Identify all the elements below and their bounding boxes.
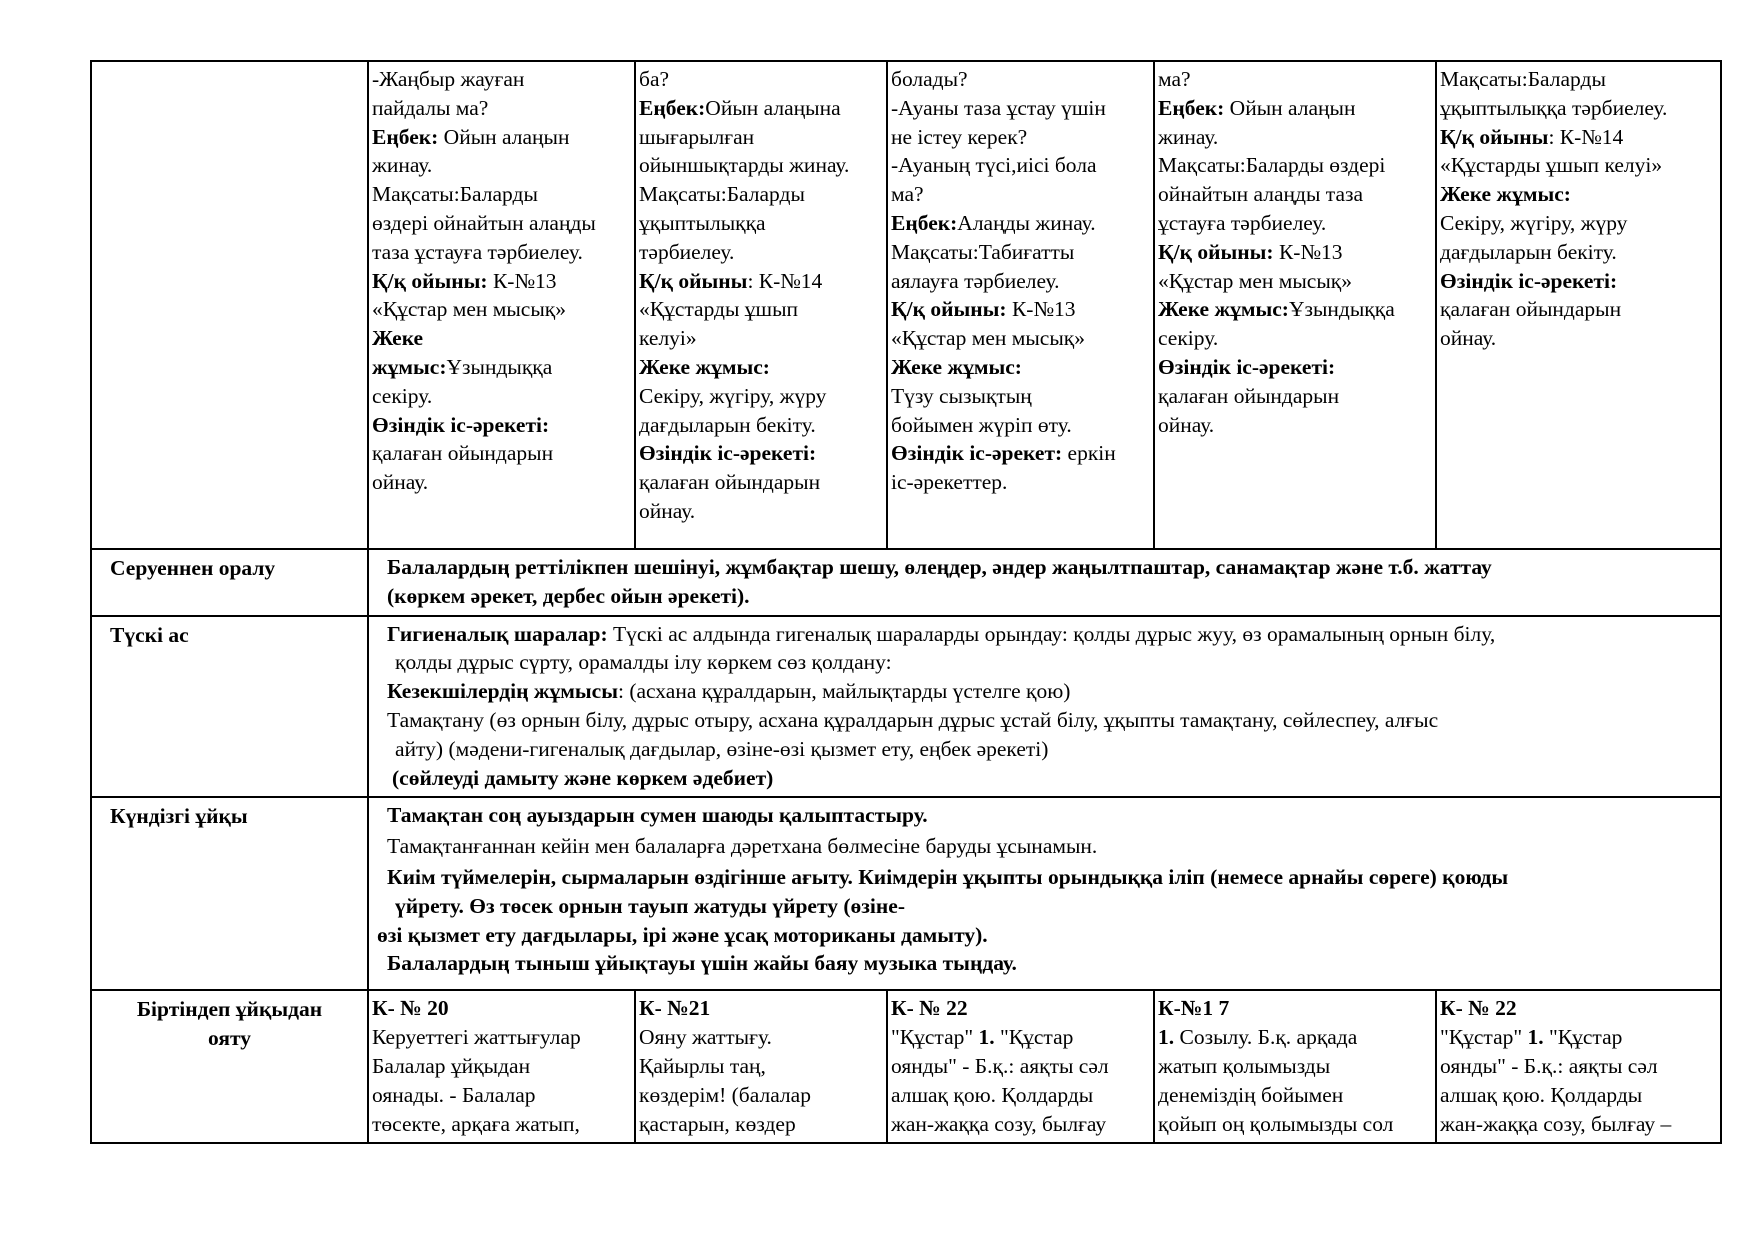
cell-line <box>891 1052 1150 1081</box>
cell-line-text: «Құстарды ұшып <box>639 297 799 322</box>
cell-line <box>891 439 1150 468</box>
cell-line-text: ойыншықтарды жинау. <box>639 153 850 178</box>
cell-line-text: қалаған ойындарын <box>372 441 554 466</box>
cell-line <box>891 123 1150 152</box>
cell-line <box>639 1081 883 1110</box>
cell-line <box>1158 1052 1432 1081</box>
cell-line <box>372 994 631 1023</box>
cell-line-text: жатып қолымызды <box>1158 1053 1331 1078</box>
daily-schedule-table <box>90 60 1722 1144</box>
hygiene-text-line2: қолды дұрыс сүрту, орамалды ілу көркем сөз қолдану: <box>395 650 892 675</box>
lunch-row <box>91 616 1721 798</box>
cell-line-text: не істеу керек? <box>891 124 1028 149</box>
lunch-row-label: Түскі ас <box>91 616 368 798</box>
wake-row <box>91 990 1721 1143</box>
cell-line-text: ұстауға тәрбиелеу. <box>1158 210 1327 235</box>
cell-line-heading: К- № 20 <box>372 996 449 1021</box>
cell-line <box>639 497 883 526</box>
cell-line <box>891 468 1150 497</box>
cell-line <box>639 238 883 267</box>
cell-line-text: Балалар ұйқыдан <box>372 1053 531 1078</box>
cell-line-text: аялауға тәрбиелеу. <box>891 268 1060 293</box>
cell-line <box>639 1023 883 1052</box>
cell-line <box>639 1110 883 1139</box>
cell-line-text: Ояну жаттығу. <box>639 1025 772 1050</box>
sleep-text-line6: Балалардың тыныш ұйықтауы үшін жайы баяу музыка тыңдау. <box>387 951 1017 976</box>
cell-line-heading: Қ/қ ойыны <box>639 268 748 293</box>
cell-line <box>372 180 631 209</box>
cell-line-text: К-№13 <box>487 268 557 293</box>
cell-line-text: төсекте, арқаға жатып, <box>372 1111 580 1136</box>
wake-row-label <box>91 990 368 1143</box>
cell-line <box>891 238 1150 267</box>
cell-line-text: -Ауаның түсі,иісі бола <box>891 153 1097 178</box>
sleep-text-line1: Тамақтан соң ауыздарын сумен шаюды қалыптастыру. <box>387 803 928 828</box>
cell-line <box>1158 353 1432 382</box>
cell-line <box>639 353 883 382</box>
walk-row-label <box>91 61 368 549</box>
duty-text: : (асхана құралдарын, майлықтарды үстелге қою) <box>618 679 1071 704</box>
cell-line <box>639 382 883 411</box>
cell-line <box>372 439 631 468</box>
sleep-text-line2: Тамақтанғаннан кейін мен балаларға дәретхана бөлмесіне баруды ұсынамын. <box>387 834 1098 859</box>
speech-development-note: (сөйлеуді дамыту және көркем әдебиет) <box>392 765 774 790</box>
cell-line <box>639 180 883 209</box>
cell-line <box>1440 94 1717 123</box>
cell-line-text: ойнайтын алаңды таза <box>1158 182 1364 207</box>
return-row-label: Серуеннен оралу <box>91 549 368 616</box>
cell-line <box>1158 411 1432 440</box>
cell-line <box>639 123 883 152</box>
cell-line <box>639 267 883 296</box>
cell-line <box>639 65 883 94</box>
cell-line-text: «Құстар мен мысық» <box>891 326 1085 351</box>
cell-line-text: шығарылған <box>639 124 755 149</box>
cell-line <box>372 123 631 152</box>
wake-cell-day4 <box>1154 990 1436 1143</box>
cell-line-heading: Өзіндік іс-әрекеті: <box>1158 354 1336 379</box>
cell-line-heading: Жеке жұмыс: <box>639 354 770 379</box>
sleep-row-label: Күндізгі ұйқы <box>91 797 368 990</box>
cell-line-text: жан-жаққа созу, былғау <box>891 1111 1107 1136</box>
cell-line <box>891 267 1150 296</box>
cell-line-heading: К- № 22 <box>891 996 968 1021</box>
cell-line-text: келуі» <box>639 326 697 351</box>
walk-cell-day2 <box>635 61 887 549</box>
cell-line-text: ойнау. <box>639 498 696 523</box>
cell-line-text: Секіру, жүгіру, жүру <box>639 383 827 408</box>
cell-line <box>639 411 883 440</box>
cell-line <box>372 94 631 123</box>
cell-line <box>1440 209 1717 238</box>
cell-line-text: К-№13 <box>1006 297 1076 322</box>
cell-line <box>639 1052 883 1081</box>
cell-line-text: Ойын алаңын <box>438 124 570 149</box>
cell-line <box>1158 994 1432 1023</box>
cell-line <box>1158 151 1432 180</box>
cell-line-text: секіру. <box>1158 326 1219 351</box>
cell-line-heading: Қ/қ ойыны <box>1440 124 1549 149</box>
cell-line-text: секіру. <box>372 383 433 408</box>
cell-line <box>891 65 1150 94</box>
cell-line-heading: 1. <box>1527 1025 1544 1050</box>
walk-cell-day3 <box>887 61 1154 549</box>
cell-line-heading: Өзіндік іс-әрекеті: <box>639 441 817 466</box>
cell-line-text: таза ұстауға тәрбиелеу. <box>372 239 583 264</box>
cell-line-heading: Жеке жұмыс: <box>1440 182 1571 207</box>
cell-line <box>372 1110 631 1139</box>
cell-line-heading: Жеке <box>372 326 424 351</box>
cell-line-heading: Өзіндік іс-әрекеті: <box>1440 268 1618 293</box>
wake-cell-day3 <box>887 990 1154 1143</box>
cell-line <box>1440 994 1717 1023</box>
cell-line <box>1440 1052 1717 1081</box>
wake-cell-day5 <box>1436 990 1721 1143</box>
cell-line <box>639 994 883 1023</box>
eating-text-line1: Тамақтану (өз орнын білу, дұрыс отыру, асхана құралдарын дұрыс ұстай білу, ұқыпты тамақтану, сөйлеспеу, алғыс <box>387 707 1439 732</box>
cell-line <box>891 382 1150 411</box>
cell-line-heading: 1. <box>1158 1025 1175 1050</box>
cell-line <box>1158 1023 1432 1052</box>
cell-line <box>372 468 631 497</box>
cell-line-text: жинау. <box>372 153 433 178</box>
cell-line-text: қалаған ойындарын <box>1440 297 1622 322</box>
cell-line <box>1158 65 1432 94</box>
cell-line-text: Мақсаты:Баларды <box>1440 67 1606 91</box>
cell-line-text: ұқыптылыққа тәрбиелеу. <box>1440 95 1668 120</box>
cell-line <box>639 151 883 180</box>
cell-line <box>1158 123 1432 152</box>
cell-line-text: Ұзындыққа <box>446 354 553 379</box>
cell-line-text: Керуеттегі жаттығулар <box>372 1025 581 1050</box>
hygiene-paragraph <box>387 620 1710 649</box>
return-text-line1: Балалардың реттілікпен шешінуі, жұмбақтар шешу, өлеңдер, әндер жаңылтпаштар, санамақтар және т.б. жаттау <box>387 555 1492 579</box>
walk-row <box>91 61 1721 549</box>
cell-line <box>1440 1081 1717 1110</box>
cell-line-text: Мақсаты:Табиғатты <box>891 239 1075 264</box>
cell-line-text: көздерім! (балалар <box>639 1082 811 1107</box>
cell-line-text: Түзу сызықтың <box>891 383 1032 408</box>
cell-line-text: Ұзындыққа <box>1288 297 1395 322</box>
cell-line <box>1158 295 1432 324</box>
sleep-text-line5: өзі қызмет ету дағдылары, ірі және ұсақ моториканы дамыту). <box>377 922 988 947</box>
cell-line <box>891 1110 1150 1139</box>
cell-line <box>891 180 1150 209</box>
cell-line-text: Мақсаты:Баларды <box>372 182 538 207</box>
duty-heading: Кезекшілердің жұмысы <box>387 679 618 704</box>
cell-line-text: ұқыптылыққа <box>639 210 766 235</box>
sleep-text-line4: үйрету. Өз төсек орнын тауып жатуды үйрету (өзіне- <box>395 893 905 918</box>
cell-line <box>891 994 1150 1023</box>
cell-line <box>639 439 883 468</box>
cell-line-text: тәрбиелеу. <box>639 239 735 264</box>
cell-line-heading: Қ/қ ойыны: <box>891 297 1007 322</box>
cell-line <box>372 382 631 411</box>
cell-line-text: Қайырлы таң, <box>639 1053 766 1078</box>
cell-line-heading: Жеке жұмыс: <box>1158 297 1289 322</box>
cell-line <box>639 295 883 324</box>
cell-line-text: Алаңды жинау. <box>957 210 1096 235</box>
cell-line-text: -Ауаны таза ұстау үшін <box>891 95 1106 120</box>
cell-line-text: : К-№14 <box>747 268 823 293</box>
cell-line <box>372 267 631 296</box>
cell-line-text: қойып оң қолымызды сол <box>1158 1111 1394 1136</box>
cell-line <box>1158 180 1432 209</box>
cell-line <box>1440 238 1717 267</box>
cell-line-text: денеміздің бойымен <box>1158 1082 1344 1107</box>
cell-line-heading: К- № 22 <box>1440 996 1517 1021</box>
wake-label-line1: Біртіндеп ұйқыдан <box>136 997 323 1022</box>
duty-paragraph <box>387 677 1710 706</box>
cell-line-text: "Құстар" <box>891 1025 979 1050</box>
cell-line-text: ойнау. <box>1158 412 1215 437</box>
cell-line <box>372 353 631 382</box>
cell-line-text: Мақсаты:Баларды өздері <box>1158 153 1386 178</box>
cell-line <box>1440 123 1717 152</box>
cell-line-text: К-№13 <box>1273 239 1343 264</box>
cell-line <box>372 324 631 353</box>
cell-line <box>1158 238 1432 267</box>
cell-line <box>891 411 1150 440</box>
cell-line-text: "Құстар" <box>1440 1025 1528 1050</box>
cell-line-text: қастарын, көздер <box>639 1111 796 1136</box>
return-text-line2: (көркем әрекет, дербес ойын әрекеті). <box>387 583 750 608</box>
cell-line-text: ойнау. <box>372 470 429 495</box>
cell-line-text: Мақсаты:Баларды <box>639 182 805 207</box>
return-row <box>91 549 1721 616</box>
cell-line <box>1158 209 1432 238</box>
cell-line-text: Ойын алаңына <box>705 95 841 120</box>
cell-line <box>372 238 631 267</box>
cell-line-text: дағдыларын бекіту. <box>1440 239 1617 264</box>
cell-line-heading: Өзіндік іс-әрекет: <box>891 441 1063 466</box>
cell-line-heading: К-№1 7 <box>1158 996 1230 1021</box>
cell-line <box>1440 65 1717 94</box>
wake-cell-day1 <box>368 990 635 1143</box>
cell-line <box>372 1081 631 1110</box>
cell-line-text: ма? <box>891 182 924 207</box>
cell-line-text: "Құстар <box>994 1025 1074 1050</box>
cell-line <box>891 1023 1150 1052</box>
cell-line-text: ба? <box>639 67 670 91</box>
cell-line <box>639 209 883 238</box>
cell-line <box>639 468 883 497</box>
cell-line <box>372 151 631 180</box>
cell-line-heading: Еңбек: <box>1158 95 1225 120</box>
cell-line-heading: Еңбек: <box>891 210 958 235</box>
cell-line <box>891 151 1150 180</box>
cell-line-heading: жұмыс: <box>372 354 447 379</box>
hygiene-text: Түскі ас алдында гигеналық шараларды орындау: қолды дұрыс жуу, өз орамалының орнын білу, <box>607 621 1496 646</box>
walk-cell-day5 <box>1436 61 1721 549</box>
cell-line <box>891 94 1150 123</box>
cell-line <box>372 411 631 440</box>
cell-line <box>1158 1081 1432 1110</box>
hygiene-heading: Гигиеналық шаралар: <box>387 621 608 646</box>
cell-line <box>372 209 631 238</box>
cell-line <box>1440 324 1717 353</box>
schedule-page <box>90 60 1720 1144</box>
cell-line-text: ма? <box>1158 67 1191 91</box>
cell-line <box>1158 1110 1432 1139</box>
cell-line <box>1158 382 1432 411</box>
cell-line-text: жинау. <box>1158 124 1219 149</box>
cell-line <box>1440 267 1717 296</box>
cell-line-text: «Құстарды ұшып келуі» <box>1440 153 1663 178</box>
cell-line-text: «Құстар мен мысық» <box>1158 268 1352 293</box>
cell-line-text: өздері ойнайтын алаңды <box>372 210 596 235</box>
cell-line <box>1158 94 1432 123</box>
cell-line-text: қалаған ойындарын <box>1158 383 1340 408</box>
sleep-row <box>91 797 1721 990</box>
cell-line <box>639 94 883 123</box>
cell-line <box>1440 151 1717 180</box>
eating-text-line2: айту) (мәдени-гигеналық дағдылар, өзіне-өзі қызмет ету, еңбек әрекеті) <box>395 736 1049 761</box>
cell-line <box>891 324 1150 353</box>
sleep-row-content <box>368 797 1721 990</box>
cell-line-text: дағдыларын бекіту. <box>639 412 816 437</box>
cell-line <box>1440 1110 1717 1139</box>
cell-line-text: -Жаңбыр жауған <box>372 67 525 91</box>
cell-line-heading: Еңбек: <box>639 95 706 120</box>
cell-line <box>891 295 1150 324</box>
cell-line <box>891 353 1150 382</box>
cell-line-text: пайдалы ма? <box>372 95 489 120</box>
cell-line-heading: 1. <box>978 1025 995 1050</box>
sleep-text-line3: Киім түймелерін, сырмаларын өздігінше ағыту. Киімдерін ұқыпты орындыққа іліп (немесе арнайы сөреге) қоюды <box>387 864 1509 889</box>
cell-line <box>1440 295 1717 324</box>
cell-line-heading: Қ/қ ойыны: <box>372 268 488 293</box>
cell-line <box>1158 324 1432 353</box>
cell-line-text: оянды" - Б.қ.: аяқты сәл <box>1440 1053 1658 1078</box>
cell-line-text: іс-әрекеттер. <box>891 470 1008 495</box>
cell-line-text: алшақ қою. Қолдарды <box>1440 1082 1643 1107</box>
cell-line <box>639 324 883 353</box>
cell-line <box>372 1052 631 1081</box>
cell-line-text: : К-№14 <box>1548 124 1624 149</box>
cell-line-heading: Жеке жұмыс: <box>891 354 1022 379</box>
cell-line-text: Ойын алаңын <box>1224 95 1356 120</box>
cell-line <box>372 65 631 94</box>
cell-line-text: жан-жаққа созу, былғау – <box>1440 1111 1672 1136</box>
cell-line <box>1440 1023 1717 1052</box>
cell-line-text: қалаған ойындарын <box>639 470 821 495</box>
cell-line <box>891 209 1150 238</box>
cell-line-heading: Еңбек: <box>372 124 439 149</box>
cell-line <box>1440 180 1717 209</box>
cell-line-text: "Құстар <box>1543 1025 1623 1050</box>
cell-line-text: «Құстар мен мысық» <box>372 297 566 322</box>
cell-line <box>372 1023 631 1052</box>
cell-line-text: бойымен жүріп өту. <box>891 412 1072 437</box>
cell-line-text: ойнау. <box>1440 326 1497 351</box>
walk-cell-day4 <box>1154 61 1436 549</box>
wake-label-line2: ояту <box>208 1026 251 1051</box>
cell-line-heading: К- №21 <box>639 996 711 1021</box>
cell-line <box>891 1081 1150 1110</box>
cell-line-text: оянды" - Б.қ.: аяқты сәл <box>891 1053 1109 1078</box>
cell-line-heading: Өзіндік іс-әрекеті: <box>372 412 550 437</box>
cell-line-text: алшақ қою. Қолдарды <box>891 1082 1094 1107</box>
cell-line-heading: Қ/қ ойыны: <box>1158 239 1274 264</box>
return-row-content <box>368 549 1721 616</box>
lunch-row-content <box>368 616 1721 798</box>
cell-line-text: оянады. - Балалар <box>372 1082 536 1107</box>
cell-line <box>1158 267 1432 296</box>
cell-line-text: еркін <box>1062 441 1116 466</box>
walk-cell-day1 <box>368 61 635 549</box>
wake-cell-day2 <box>635 990 887 1143</box>
cell-line <box>372 295 631 324</box>
cell-line-text: Секіру, жүгіру, жүру <box>1440 210 1628 235</box>
cell-line-text: Созылу. Б.қ. арқада <box>1174 1025 1358 1050</box>
cell-line-text: болады? <box>891 67 968 91</box>
